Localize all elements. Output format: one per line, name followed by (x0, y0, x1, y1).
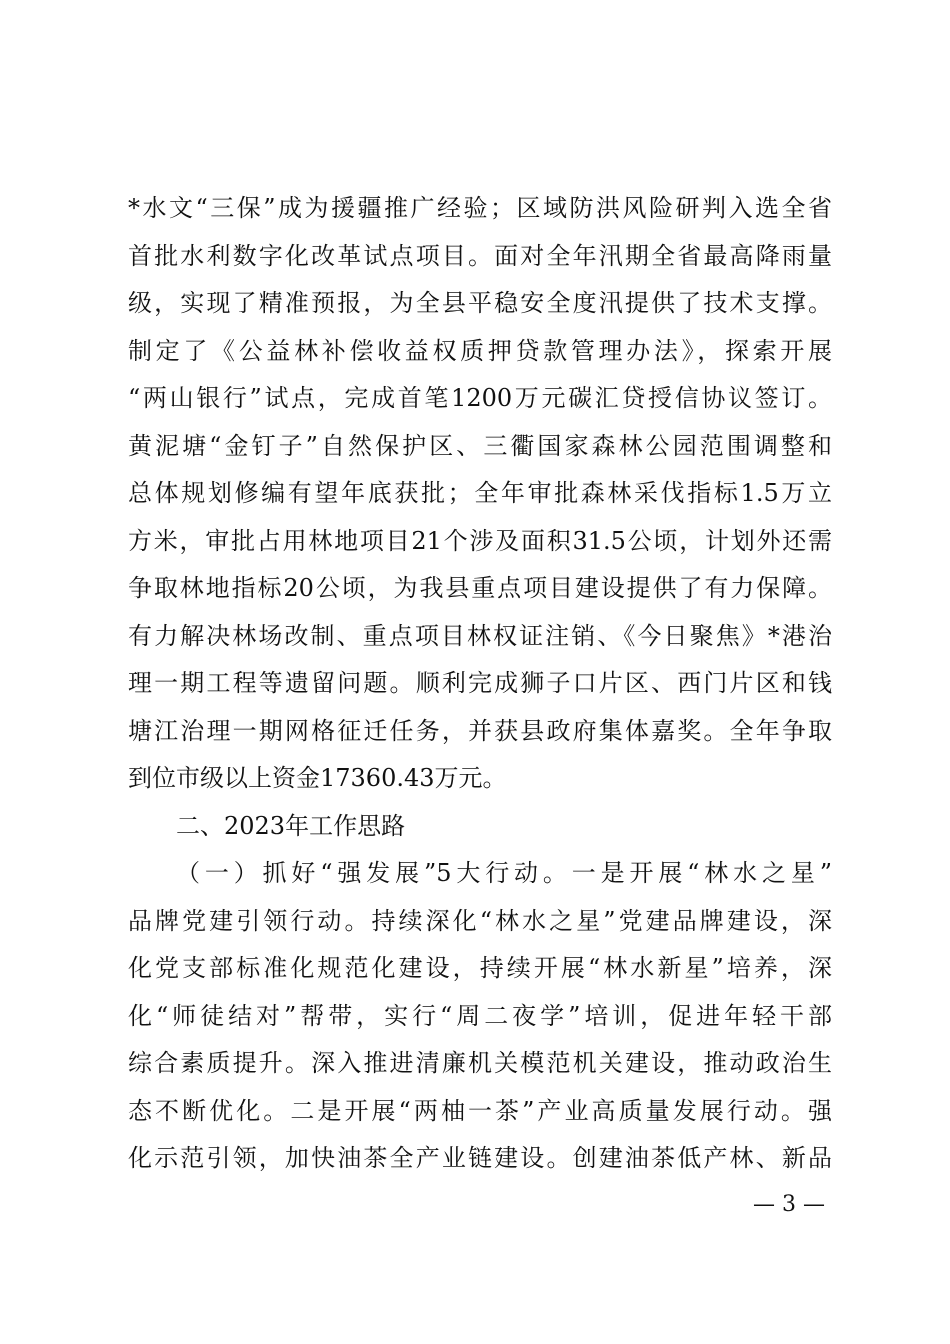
body-text (128, 185, 832, 1183)
text-line: “两山银行”试点，完成首笔1200万元碳汇贷授信协议签订。 (128, 384, 832, 412)
text-line: 黄泥塘“金钉子”自然保护区、三衢国家森林公园范围调整和 (128, 431, 832, 460)
text-line: 方米，审批占用林地项目21个涉及面积31.5公顷，计划外还需 (128, 526, 832, 555)
text-line: 总体规划修编有望年底获批；全年审批森林采伐指标1.5万立 (128, 479, 832, 507)
text-line: 态不断优化。二是开展“两柚一茶”产业高质量发展行动。强 (128, 1096, 832, 1125)
text-line: 品牌党建引领行动。持续深化“林水之星”党建品牌建设，深 (128, 906, 832, 935)
section-heading: 二、2023年工作思路 (176, 811, 406, 840)
text-line: 化党支部标准化规范化建设，持续开展“林水新星”培养，深 (128, 954, 832, 982)
page-number: — 3 — (753, 1192, 825, 1217)
text-line: 理一期工程等遗留问题。顺利完成狮子口片区、西门片区和钱 (128, 669, 832, 697)
paragraph-work-plan (128, 850, 832, 1183)
text-line: 化“师徒结对”帮带，实行“周二夜学”培训，促进年轻干部 (128, 1001, 832, 1030)
paragraph-work-summary (128, 185, 832, 803)
text-line: 级，实现了精准预报，为全县平稳安全度汛提供了技术支撑。 (128, 289, 832, 317)
text-line: （一）抓好“强发展”5大行动。一是开展“林水之星” (176, 859, 832, 887)
text-line: 综合素质提升。深入推进清廉机关模范机关建设，推动政治生 (128, 1049, 832, 1077)
text-line: 有力解决林场改制、重点项目林权证注销、《今日聚焦》*港治 (128, 621, 832, 650)
text-line: 首批水利数字化改革试点项目。面对全年汛期全省最高降雨量 (128, 241, 832, 270)
text-line: 化示范引领，加快油茶全产业链建设。创建油茶低产林、新品 (128, 1144, 832, 1172)
text-line: 制定了《公益林补偿收益权质押贷款管理办法》，探索开展 (128, 336, 832, 365)
text-line: 争取林地指标20公顷，为我县重点项目建设提供了有力保障。 (128, 574, 832, 602)
text-line: 到位市级以上资金17360.43万元。 (128, 764, 507, 792)
text-line: *水文“三保”成为援疆推广经验；区域防洪风险研判入选全省 (128, 194, 832, 222)
text-line: 塘江治理一期网格征迁任务，并获县政府集体嘉奖。全年争取 (128, 716, 832, 745)
